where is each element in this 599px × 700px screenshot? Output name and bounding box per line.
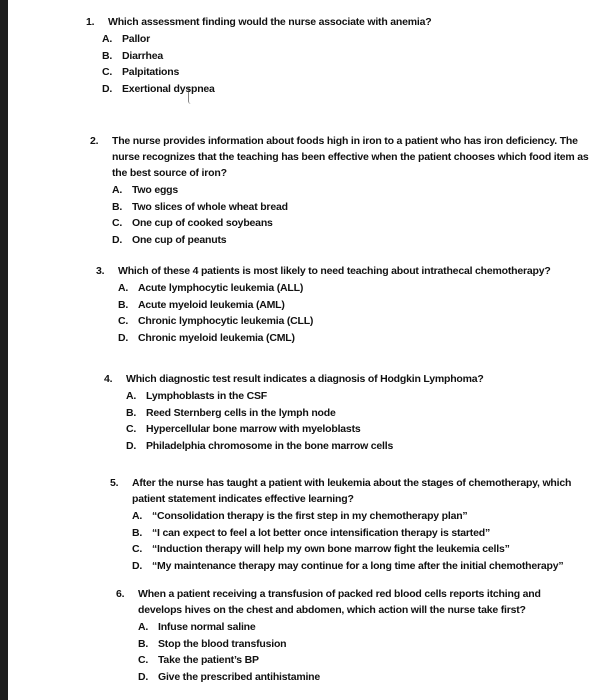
option-letter: D. <box>126 439 137 452</box>
option-letter: B. <box>102 49 113 62</box>
option-letter: A. <box>126 390 137 402</box>
option-c[interactable] <box>118 313 591 330</box>
option-text: “My maintenance therapy may continue for a long time after the initial chemotherapy” <box>152 559 564 572</box>
option-text: Give the prescribed antihistamine <box>158 670 321 683</box>
option-letter: C. <box>112 217 123 229</box>
option-d[interactable] <box>138 669 586 686</box>
option-letter: D. <box>102 82 113 95</box>
question-header <box>116 586 586 618</box>
option-letter: C. <box>132 543 143 555</box>
option-a[interactable] <box>118 280 591 297</box>
option-letter: D. <box>118 331 129 344</box>
option-a[interactable] <box>102 31 586 48</box>
option-text: “I can expect to feel a lot better once intensification therapy is started” <box>152 526 491 539</box>
option-d[interactable] <box>102 81 586 98</box>
option-a[interactable] <box>126 388 589 405</box>
option-letter: B. <box>112 200 123 213</box>
option-letter: B. <box>126 406 137 419</box>
option-list <box>118 280 591 346</box>
question-1 <box>86 14 586 97</box>
option-letter: A. <box>132 510 143 522</box>
question-3 <box>96 263 591 346</box>
option-b[interactable] <box>118 297 591 314</box>
question-6 <box>116 586 586 685</box>
option-a[interactable] <box>112 182 598 199</box>
option-text: One cup of cooked soybeans <box>132 217 273 229</box>
option-letter: C. <box>138 654 149 666</box>
question-header <box>110 475 592 507</box>
option-letter: C. <box>102 66 113 78</box>
option-text: Palpitations <box>122 66 180 78</box>
option-c[interactable] <box>112 215 598 232</box>
question-number: 3. <box>96 265 105 277</box>
option-c[interactable] <box>138 652 586 669</box>
option-text: Acute myeloid leukemia (AML) <box>138 298 285 311</box>
option-text: Exertional dyspnea <box>122 82 215 95</box>
option-text: Take the patient’s BP <box>158 654 259 666</box>
option-text: Philadelphia chromosome in the bone marrow cells <box>146 439 394 452</box>
option-b[interactable] <box>138 636 586 653</box>
option-letter: A. <box>118 282 129 294</box>
option-letter: C. <box>126 423 137 435</box>
question-header <box>86 14 586 30</box>
option-letter: B. <box>118 298 129 311</box>
option-letter: A. <box>112 184 123 196</box>
question-number: 1. <box>86 16 95 28</box>
option-text: Lymphoblasts in the CSF <box>146 390 268 402</box>
option-text: Infuse normal saline <box>158 621 256 633</box>
option-b[interactable] <box>132 525 592 542</box>
option-letter: C. <box>118 315 129 327</box>
question-text: Which diagnostic test result indicates a diagnosis of Hodgkin Lymphoma? <box>126 373 484 385</box>
option-text: Two slices of whole wheat bread <box>132 200 288 213</box>
question-header <box>90 133 598 181</box>
option-text: Reed Sternberg cells in the lymph node <box>146 406 336 419</box>
option-text: Stop the blood transfusion <box>158 637 287 650</box>
option-c[interactable] <box>132 541 592 558</box>
question-2 <box>90 133 598 248</box>
option-text: One cup of peanuts <box>132 233 227 246</box>
option-b[interactable] <box>112 199 598 216</box>
question-header <box>104 371 589 387</box>
option-text: “Consolidation therapy is the first step in my chemotherapy plan” <box>152 510 468 522</box>
option-a[interactable] <box>132 508 592 525</box>
question-text: After the nurse has taught a patient with leukemia about the stages of chemotherapy, which patient statement indicates effective learning? <box>132 477 572 505</box>
option-text: Hypercellular bone marrow with myeloblasts <box>146 423 361 435</box>
option-letter: B. <box>132 526 143 539</box>
question-header <box>96 263 591 279</box>
question-number: 4. <box>104 373 113 385</box>
option-d[interactable] <box>132 558 592 575</box>
option-text: Diarrhea <box>122 49 164 62</box>
option-text: “Induction therapy will help my own bone marrow fight the leukemia cells” <box>152 543 510 555</box>
option-text: Chronic myeloid leukemia (CML) <box>138 331 295 344</box>
option-letter: D. <box>138 670 149 683</box>
question-text: The nurse provides information about foods high in iron to a patient who has iron deficiency. The nurse recognizes that the teaching has been effective when the patient chooses which food item as the best source of iron? <box>112 135 589 179</box>
option-d[interactable] <box>118 330 591 347</box>
document-page <box>8 0 599 700</box>
option-a[interactable] <box>138 619 586 636</box>
option-letter: A. <box>102 33 113 45</box>
option-list <box>112 182 598 248</box>
option-c[interactable] <box>126 421 589 438</box>
option-d[interactable] <box>126 438 589 455</box>
option-letter: B. <box>138 637 149 650</box>
option-list <box>138 619 586 685</box>
option-text: Chronic lymphocytic leukemia (CLL) <box>138 315 314 327</box>
pen-mark <box>188 86 195 104</box>
question-number: 2. <box>90 135 99 147</box>
option-c[interactable] <box>102 64 586 81</box>
question-number: 6. <box>116 588 125 600</box>
option-b[interactable] <box>126 405 589 422</box>
question-4 <box>104 371 589 454</box>
option-list <box>102 31 586 97</box>
question-text: Which assessment finding would the nurse associate with anemia? <box>108 16 432 28</box>
question-number: 5. <box>110 477 119 489</box>
option-letter: A. <box>138 621 149 633</box>
question-text: Which of these 4 patients is most likely to need teaching about intrathecal chemotherapy? <box>118 265 551 277</box>
option-text: Two eggs <box>132 184 179 196</box>
question-5 <box>110 475 592 574</box>
option-letter: D. <box>112 233 123 246</box>
option-text: Acute lymphocytic leukemia (ALL) <box>138 282 304 294</box>
option-d[interactable] <box>112 232 598 249</box>
option-list <box>132 508 592 574</box>
option-list <box>126 388 589 454</box>
option-letter: D. <box>132 559 143 572</box>
question-text: When a patient receiving a transfusion of packed red blood cells reports itching and develops hives on the chest and abdomen, which action will the nurse take first? <box>138 588 541 616</box>
option-text: Pallor <box>122 33 150 45</box>
option-b[interactable] <box>102 48 586 65</box>
